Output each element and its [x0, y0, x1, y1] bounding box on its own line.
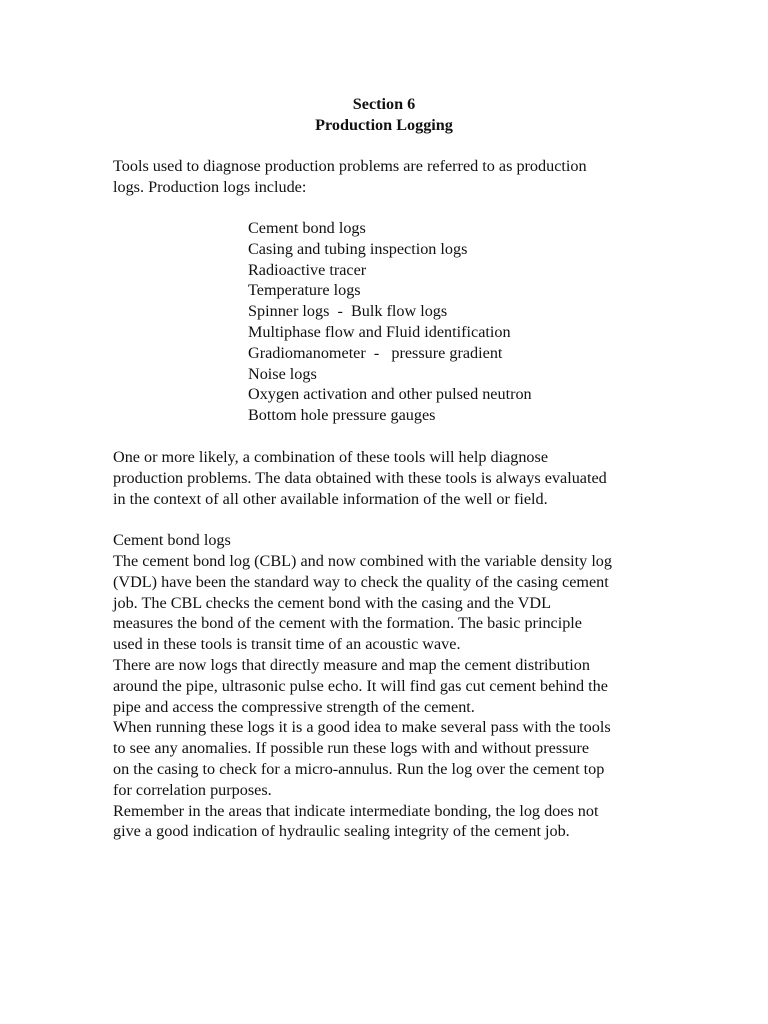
- cbl-line: give a good indication of hydraulic sealing integrity of the cement job.: [113, 822, 570, 841]
- section-subtitle: Production Logging: [315, 116, 453, 134]
- summary-line: production problems. The data obtained with these tools is always evaluated: [113, 468, 607, 487]
- list-item: Multiphase flow and Fluid identification: [248, 322, 511, 341]
- intro-paragraph: [113, 156, 673, 198]
- cbl-line: to see any anomalies. If possible run these logs with and without pressure: [113, 739, 590, 758]
- cbl-line: measures the bond of the cement with the formation. The basic principle: [113, 614, 582, 633]
- list-item: Temperature logs: [248, 281, 361, 300]
- summary-line: in the context of all other available information of the well or field.: [113, 489, 548, 508]
- cbl-paragraph: [113, 551, 673, 842]
- cbl-line: job. The CBL checks the cement bond with the casing and the VDL: [113, 593, 552, 612]
- intro-line: logs. Production logs include:: [113, 177, 307, 196]
- section-title: Section 6: [352, 95, 416, 113]
- list-item: Bottom hole pressure gauges: [248, 406, 436, 425]
- cbl-line: There are now logs that directly measure and map the cement distribution: [113, 655, 590, 674]
- cbl-heading-text: Cement bond logs: [113, 531, 231, 549]
- cbl-line: on the casing to check for a micro-annulus. Run the log over the cement top: [113, 759, 605, 778]
- cbl-heading: [113, 530, 673, 551]
- cbl-line: (VDL) have been the standard way to check the quality of the casing cement: [113, 572, 609, 591]
- list-item: Casing and tubing inspection logs: [248, 239, 468, 258]
- cbl-line: used in these tools is transit time of an acoustic wave.: [113, 635, 461, 654]
- cbl-line: Remember in the areas that indicate intermediate bonding, the log does not: [113, 801, 599, 820]
- log-types-list: [248, 218, 532, 426]
- list-item: Radioactive tracer: [248, 260, 367, 279]
- list-item: Spinner logs - Bulk flow logs: [248, 302, 448, 321]
- list-item: Gradiomanometer - pressure gradient: [248, 343, 503, 362]
- summary-line: One or more likely, a combination of these tools will help diagnose: [113, 448, 549, 466]
- intro-line: Tools used to diagnose production problems are referred to as production: [113, 157, 587, 175]
- cbl-line: When running these logs it is a good idea to make several pass with the tools: [113, 718, 611, 737]
- summary-paragraph: [113, 447, 673, 509]
- cbl-line: around the pipe, ultrasonic pulse echo. It will find gas cut cement behind the: [113, 676, 608, 695]
- list-item: Cement bond logs: [248, 219, 366, 237]
- list-item: Oxygen activation and other pulsed neutron: [248, 385, 532, 404]
- cbl-line: pipe and access the compressive strength of the cement.: [113, 697, 475, 716]
- list-item: Noise logs: [248, 364, 317, 383]
- cbl-line: for correlation purposes.: [113, 780, 272, 799]
- cbl-line: The cement bond log (CBL) and now combined with the variable density log: [113, 552, 612, 570]
